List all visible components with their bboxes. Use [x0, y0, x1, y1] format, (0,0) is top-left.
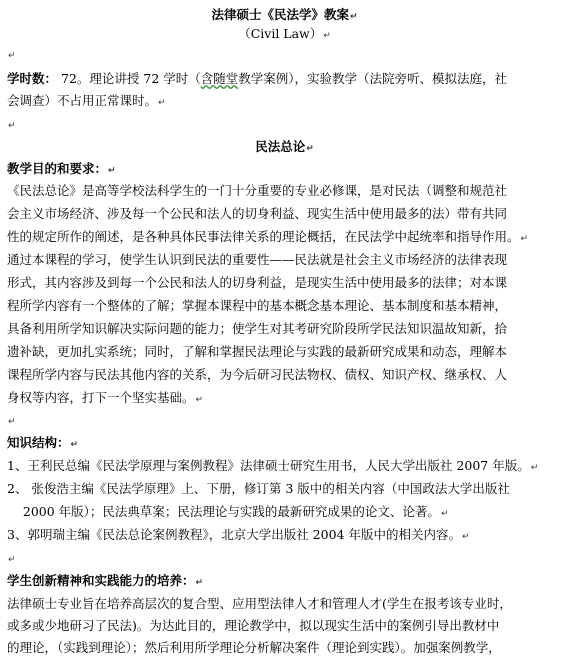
goal-line: 《民法总论》是高等学校法科学生的一门十分重要的专业必修课，是对民法（调整和规范社	[7, 183, 508, 198]
paragraph-mark-icon: ↵	[461, 532, 470, 542]
innovation-line: 的理论，（实践到理论）；然后利用所学理论分析解决案件（理论到实践）。加强案例教学，	[7, 640, 501, 655]
innovation-line: 法律硕士专业旨在培养高层次的复合型、应用型法律人才和管理人才(学生在报考该专业时，	[7, 596, 512, 611]
paragraph-mark-icon: ↵	[195, 395, 204, 405]
empty-paragraph	[7, 116, 16, 134]
goal-line: 课程所学内容与民法其他内容的关系，为今后研习民法物权、债权、知识产权、继承权、人	[7, 367, 508, 382]
paragraph-mark-icon: ↵	[8, 417, 16, 427]
innovation-line: 或多或少地研习了民法)。为达此目的，理论教学中，拟以现实生活中的案例引导出教材中	[7, 618, 500, 633]
paragraph-mark-icon: ↵	[108, 166, 116, 176]
goal-line: 程所学内容有一个整体的了解；掌握本课程中的基本概念基本理论、基本制度和基本精神，	[7, 298, 508, 313]
hours-line-2: 会调查）不占用正常课时。↵	[7, 93, 166, 108]
goal-line: 身权等内容，打下一个坚实基础。↵	[7, 390, 204, 405]
empty-paragraph	[7, 46, 16, 64]
knowledge-heading: 知识结构：↵	[7, 435, 79, 450]
grammar-flagged-text: 含随堂	[200, 71, 239, 86]
paragraph-mark-icon: ↵	[195, 578, 204, 588]
doc-subtitle: （Civil Law）↵	[238, 26, 331, 41]
paragraph-mark-icon: ↵	[8, 51, 16, 61]
paragraph-mark-icon: ↵	[530, 463, 539, 473]
paragraph-mark-icon: ↵	[8, 121, 16, 131]
paragraph-mark-icon: ↵	[520, 234, 529, 244]
doc-title: 法律硕士《民法学》教案↵	[211, 7, 358, 22]
paragraph-mark-icon: ↵	[70, 440, 79, 450]
goal-line: 会主义市场经济、涉及每一个公民和法人的切身利益、现实生活中使用最多的法）带有共同	[7, 206, 508, 221]
section-title: 民法总论↵	[255, 139, 314, 154]
paragraph-mark-icon: ↵	[306, 144, 314, 154]
paragraph-mark-icon: ↵	[8, 555, 16, 565]
goal-line: 形式，其内容涉及到每一个公民和法人的切身利益，是现实生活中使用最多的法律；对本课	[7, 275, 508, 290]
empty-paragraph	[7, 550, 16, 568]
hours-label: 学时数：	[7, 71, 58, 86]
knowledge-item: 2000 年版）；民法典草案；民法理论与实践的最新研究成果的论文、论著。↵	[7, 504, 449, 519]
paragraph-mark-icon: ↵	[440, 509, 449, 519]
hours-line: 学时数： 72。理论讲授 72 学时（含随堂教学案例），实验教学（法院旁听、模拟法庭，社	[7, 71, 508, 86]
innovation-heading: 学生创新精神和实践能力的培养：↵	[7, 573, 204, 588]
goal-line: 遗补缺，更加扎实系统；同时，了解和掌握民法理论与实践的最新研究成果和动态，理解本	[7, 344, 508, 359]
empty-paragraph	[7, 412, 16, 430]
knowledge-item: 2、 张俊浩主编《民法学原理》上、下册，修订第 3 版中的相关内容（中国政法大学出版社	[7, 481, 510, 496]
goal-line: 性的规定所作的阐述，是各种具体民事法律关系的理论概括，在民法学中起统率和指导作用。↵	[7, 229, 529, 244]
goal-heading: 教学目的和要求：↵	[7, 161, 116, 176]
goal-line: 通过本课程的学习，使学生认识到民法的重要性——民法就是社会主义市场经济的法律表现	[7, 252, 508, 267]
paragraph-mark-icon: ↵	[349, 12, 358, 22]
paragraph-mark-icon: ↵	[323, 31, 331, 41]
goal-line: 具备利用所学知识解决实际问题的能力；使学生对其考研究阶段所学民法知识温故知新，拾	[7, 321, 508, 336]
knowledge-item: 3、郭明瑞主编《民法总论案例教程》，北京大学出版社 2004 年版中的相关内容。↵	[7, 527, 470, 542]
knowledge-item: 1、王利民总编《民法学原理与案例教程》法律硕士研究生用书，人民大学出版社 2007 年版。↵	[7, 458, 539, 473]
paragraph-mark-icon: ↵	[158, 98, 166, 108]
